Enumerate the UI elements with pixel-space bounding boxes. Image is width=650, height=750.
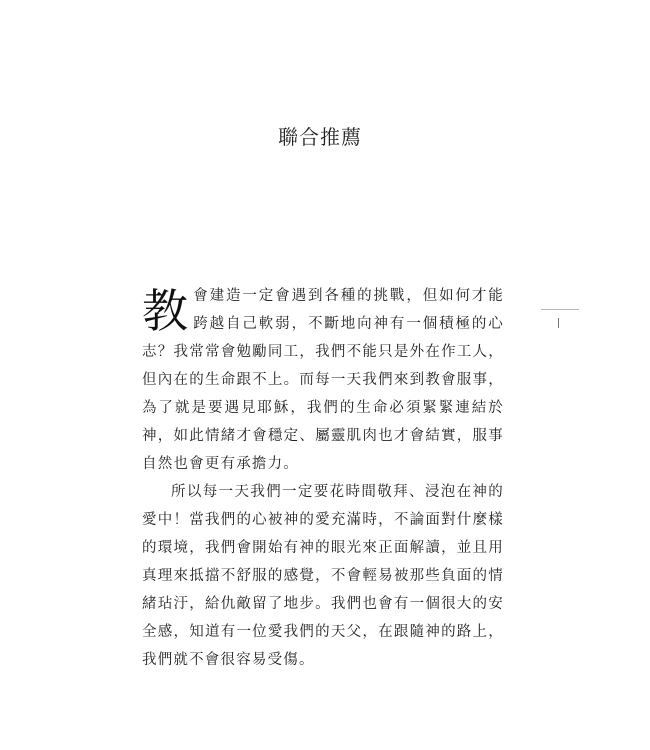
margin-tick — [558, 318, 559, 328]
margin-rule — [541, 309, 579, 310]
page-title: 聯合推薦 — [278, 125, 362, 149]
paragraph-1 — [142, 282, 504, 478]
paragraph-2: 所以每一天我們一定要花時間敬拜、浸泡在神的愛中！當我們的心被神的愛充滿時，不論面對什麼樣的環境，我們會開始有神的眼光來正面解讀，並且用真理來抵擋不舒服的感覺，不會輕易被那些負面的情緒玷汙，給仇敵留了地步。我們也會有一個很大的安全感，知道有一位愛我們的天父，在跟隨神的路上，我們就不會很容易受傷。 — [142, 484, 504, 668]
drop-cap: 教 — [142, 284, 190, 338]
paragraph-1-text: 會建造一定會遇到各種的挑戰，但如何才能跨越自己軟弱，不斷地向神有一個積極的心志？我常常會勉勵同工，我們不能只是外在作工人，但內在的生命跟不上。而每一天我們來到教會服事，為了就是要遇見耶穌，我們的生命必須緊緊連結於神，如此情緒才會穩定、屬靈肌肉也才會結實，服事自然也會更有承擔力。 — [142, 288, 504, 472]
recommendation-body — [142, 282, 504, 674]
